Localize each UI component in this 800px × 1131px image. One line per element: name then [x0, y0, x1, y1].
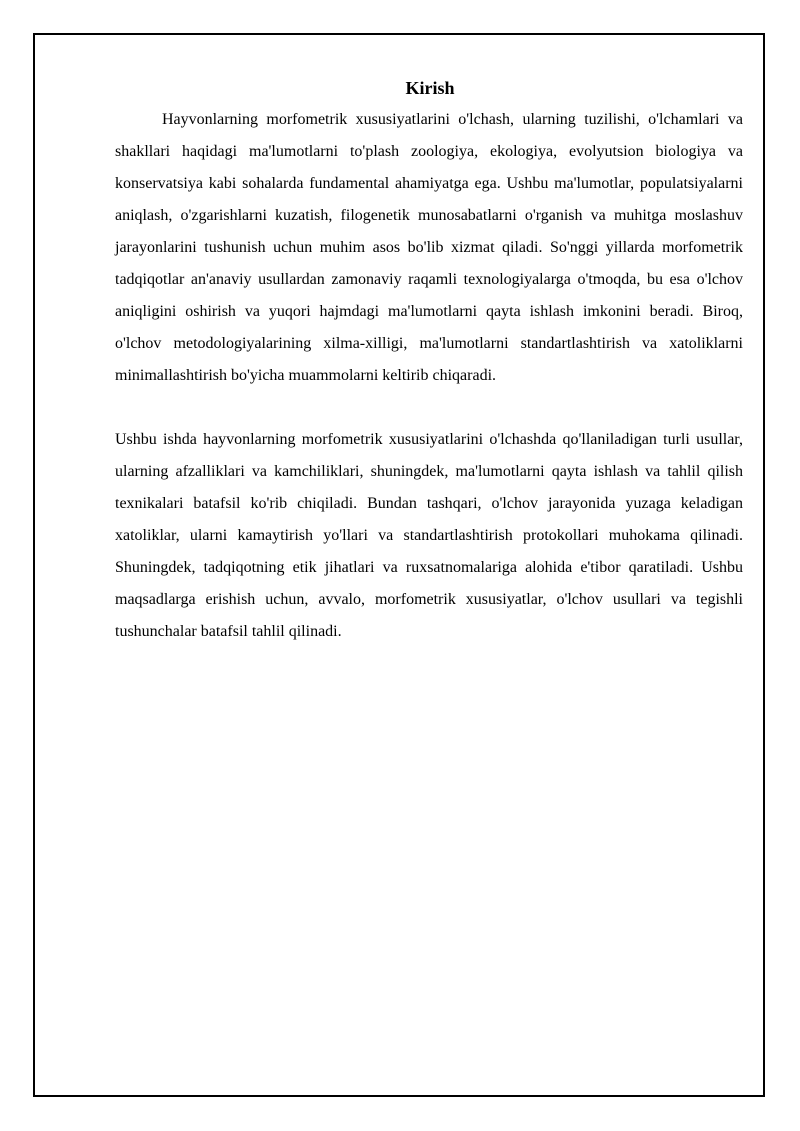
paragraph-spacer	[115, 392, 743, 424]
document-title: Kirish	[405, 78, 455, 98]
paragraph-scope: Ushbu ishda hayvonlarning morfometrik xususiyatlarini o'lchashda qo'llaniladigan turli usullar, ularning afzalliklari va kamchiliklari, shuningdek, ma'lumotlarni qayta ishlash va tahlil qilish texnikalari batafsil ko'rib chiqiladi. Bundan tashqari, o'lchov jarayonida yuzaga keladigan xatoliklar, ularni kamaytirish yo'llari va standartlashtirish protokollari muhokama qilinadi. Shuningdek, tadqiqotning etik jihatlari va ruxsatnomalariga alohida e'tibor qaratiladi. Ushbu maqsadlarga erishish uchun, avvalo, morfometrik xususiyatlar, o'lchov usullari va tegishli tushunchalar batafsil tahlil qilinadi.	[115, 431, 743, 640]
paragraph-intro: Hayvonlarning morfometrik xususiyatlarini o'lchash, ularning tuzilishi, o'lchamlari va shakllari haqidagi ma'lumotlarni to'plash zoologiya, ekologiya, evolyutsion biologiya va konservatsiya kabi sohalarda fundamental ahamiyatga ega. Ushbu ma'lumotlar, populatsiyalarni aniqlash, o'zgarishlarni kuzatish, filogenetik munosabatlarni o'rganish va muhitga moslashuv jarayonlarini tushunish uchun muhim asos bo'lib xizmat qiladi. So'nggi yillarda morfometrik tadqiqotlar an'anaviy usullardan zamonaviy raqamli texnologiyalarga o'tmoqda, bu esa o'lchov aniqligini oshirish va yuqori hajmdagi ma'lumotlarni qayta ishlash imkonini beradi. Biroq, o'lchov metodologiyalarining xilma-xilligi, ma'lumotlarni standartlashtirish va xatoliklarni minimallashtirish bo'yicha muammolarni keltirib chiqaradi.	[115, 111, 743, 384]
document-body	[115, 72, 743, 648]
